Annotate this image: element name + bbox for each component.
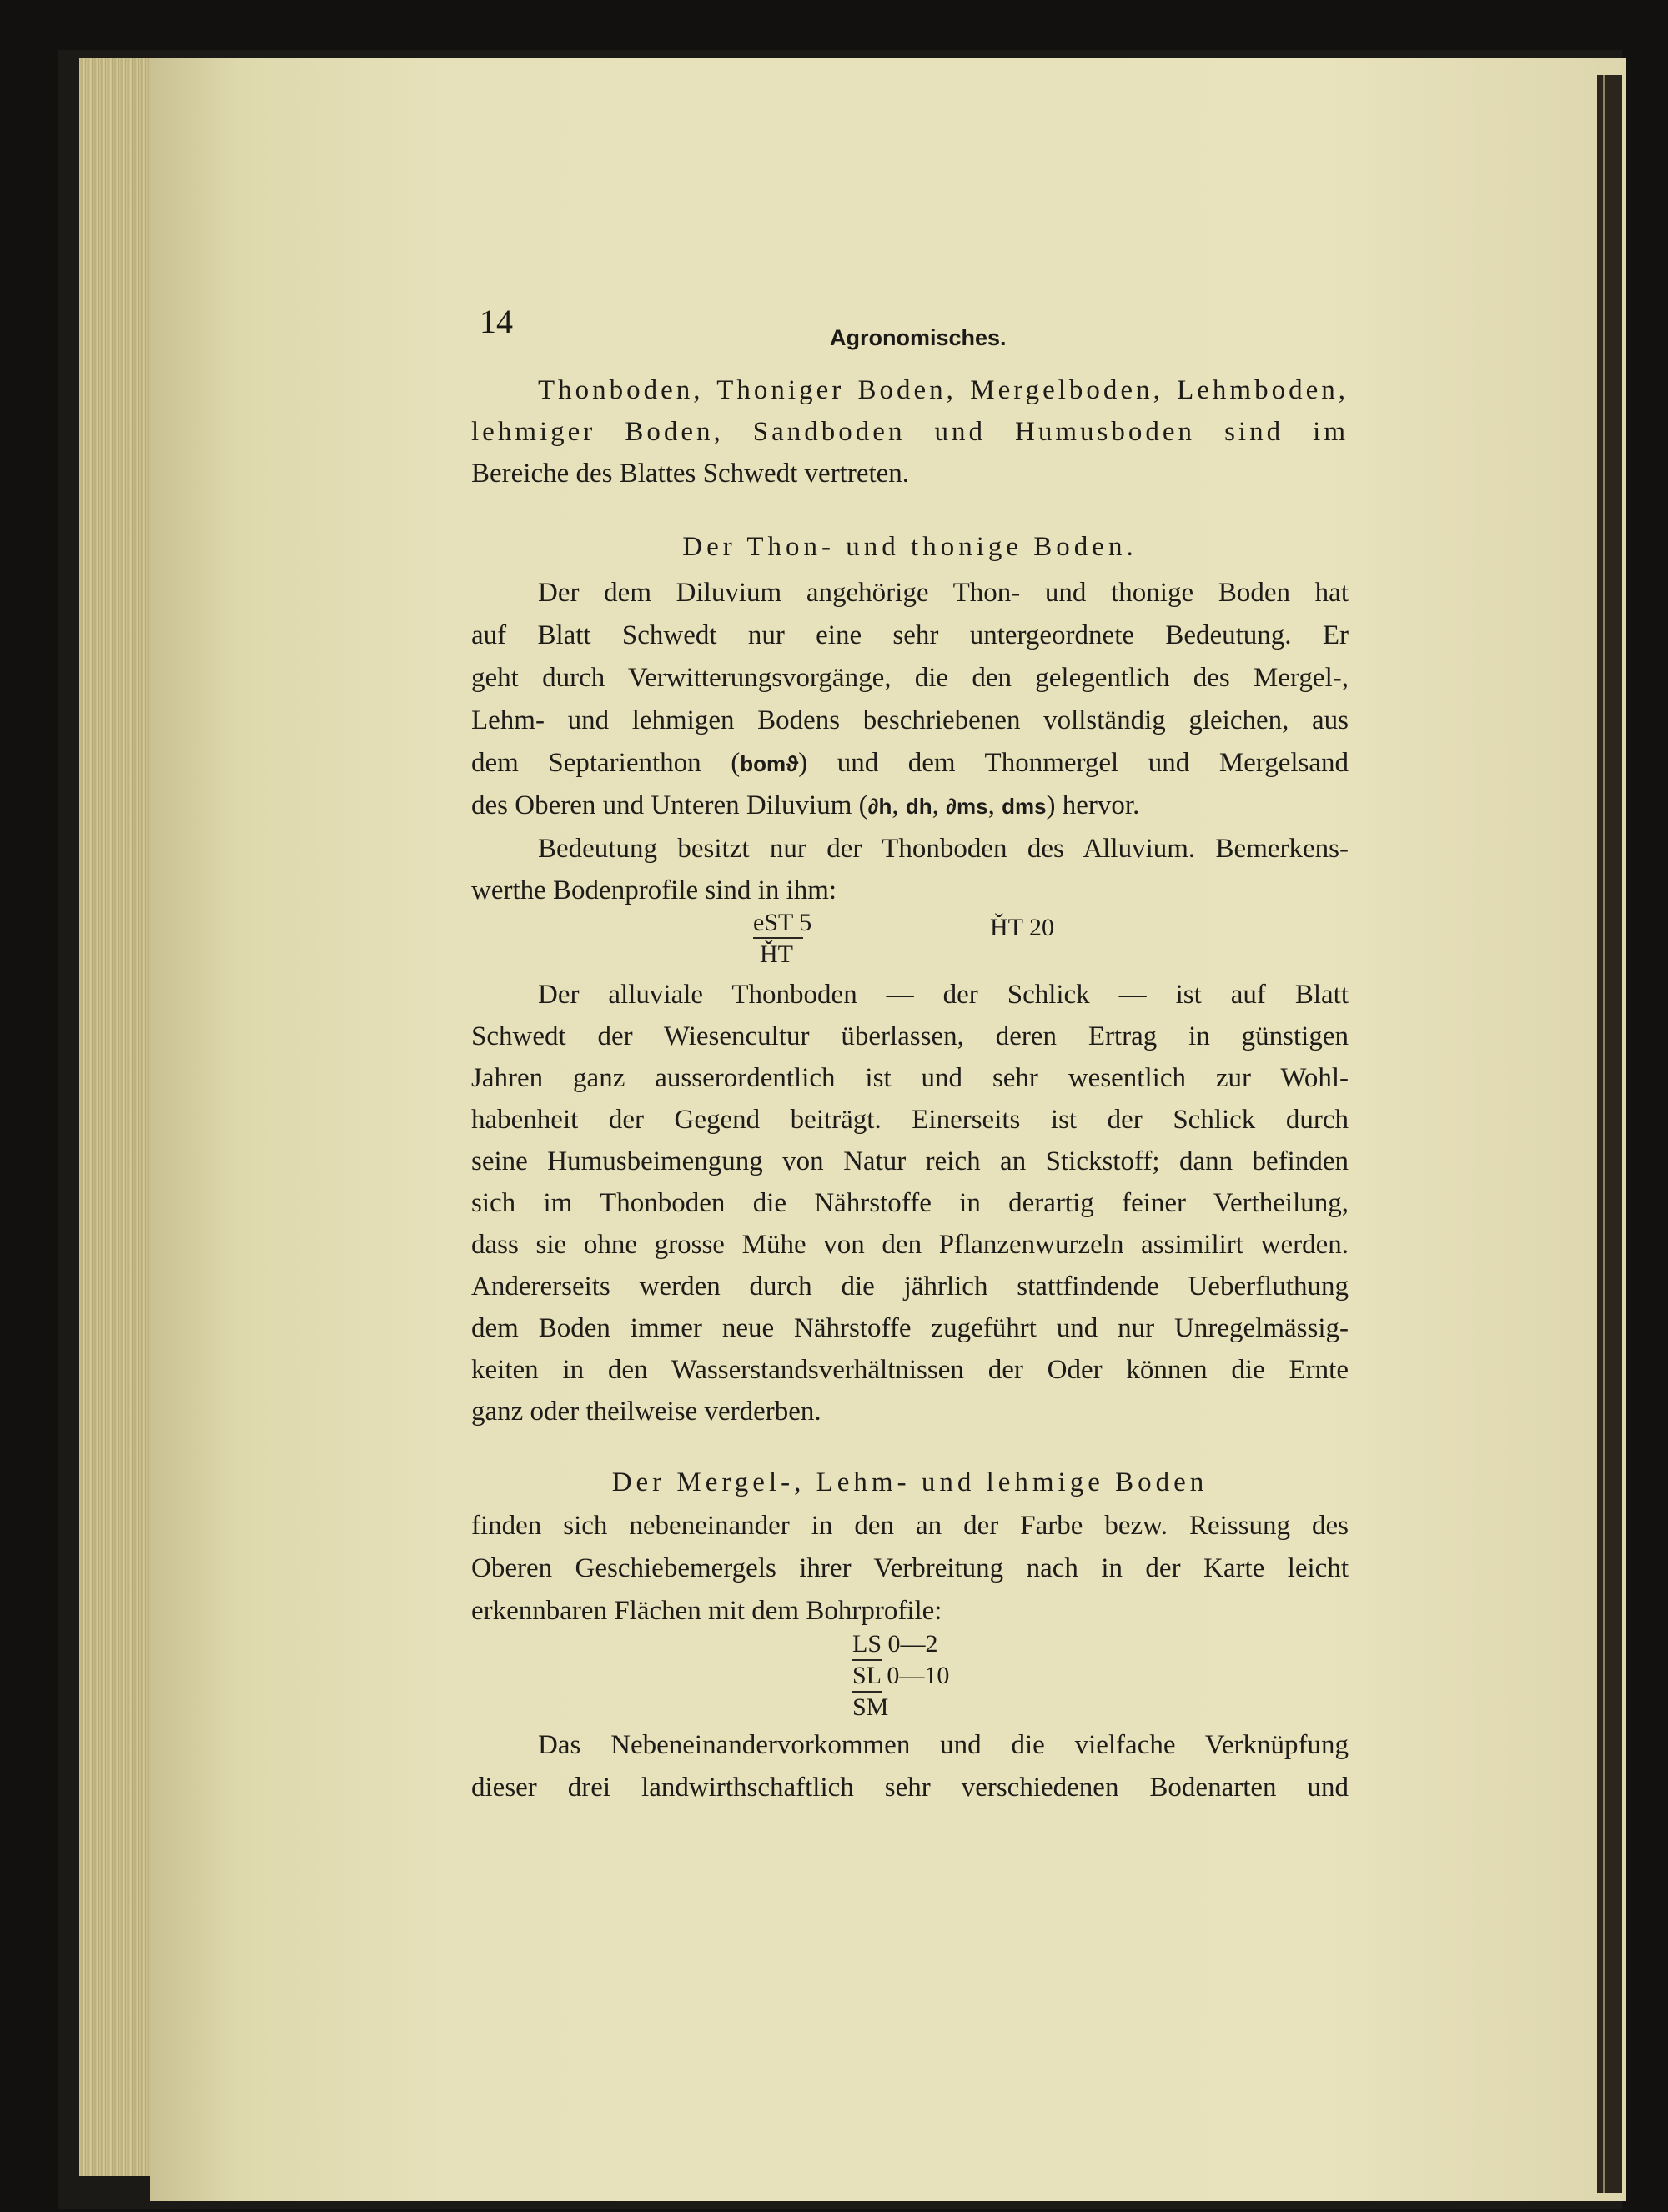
profile-b: ȞT 20	[990, 914, 1054, 941]
gutter-line	[1603, 75, 1605, 2193]
symbol-dh: dh	[905, 794, 932, 819]
intro-line-3: Bereiche des Blattes Schwedt vertreten.	[471, 459, 910, 489]
profile-rule-2	[852, 1691, 882, 1693]
profile-row-3: SM	[852, 1693, 889, 1721]
page-number: 14	[480, 303, 513, 340]
paragraph-line: habenheit der Gegend beiträgt. Einerseits ist der Schlick durch	[471, 1105, 1349, 1135]
paragraph-line: geht durch Verwitterungsvorgänge, die den gelegentlich des Mergel-,	[471, 663, 1349, 693]
paragraph-line: Jahren ganz ausserordentlich ist und sehr wesentlich zur Wohl-	[471, 1063, 1349, 1093]
paragraph-line: des Oberen und Unteren Diluvium (∂h, dh, ∂ms, dms) hervor.	[471, 790, 1140, 820]
facing-page-edge	[1597, 75, 1622, 2193]
paragraph-line: Bedeutung besitzt nur der Thonboden des Alluvium. Bemerkens-	[538, 834, 1349, 864]
profile-a-rule	[753, 937, 803, 939]
paragraph-line: werthe Bodenprofile sind in ihm:	[471, 875, 837, 905]
paragraph-line: Oberen Geschiebemergels ihrer Verbreitung nach in der Karte leicht	[471, 1553, 1349, 1583]
paragraph-line: seine Humusbeimengung von Natur reich an Stickstoff; dann befinden	[471, 1146, 1349, 1176]
paragraph-line: auf Blatt Schwedt nur eine sehr untergeordnete Bedeutung. Er	[471, 620, 1349, 650]
running-title: Agronomisches.	[830, 325, 1007, 350]
paragraph-line: Lehm- und lehmigen Bodens beschriebenen vollständig gleichen, aus	[471, 705, 1349, 735]
section-heading-mergel: Der Mergel-, Lehm- und lehmige Boden	[611, 1467, 1208, 1497]
profile-rule-1	[852, 1659, 882, 1661]
profile-row-2: SL 0—10	[852, 1662, 950, 1689]
paragraph-line: Der dem Diluvium angehörige Thon- und thonige Boden hat	[538, 578, 1349, 608]
symbol-bom: bomϑ	[740, 751, 799, 776]
profile-a-top: eST 5	[753, 909, 812, 936]
paragraph-line: Andererseits werden durch die jährlich stattfindende Ueberfluthung	[471, 1272, 1349, 1302]
symbol-oms: ∂ms	[946, 794, 988, 819]
paragraph-line: ganz oder theilweise verderben.	[471, 1397, 821, 1427]
paragraph-line: Der alluviale Thonboden — der Schlick — ist auf Blatt	[538, 980, 1349, 1010]
intro-line-2: lehmiger Boden, Sandboden und Humusboden sind im	[471, 417, 1349, 447]
paragraph-line: erkennbaren Flächen mit dem Bohrprofile:	[471, 1596, 942, 1626]
paragraph-line: finden sich nebeneinander in den an der Farbe bezw. Reissung des	[471, 1511, 1349, 1541]
paragraph-line: dem Boden immer neue Nährstoffe zugeführt und nur Unregelmässig-	[471, 1313, 1349, 1343]
section-heading-thon: Der Thon- und thonige Boden.	[682, 532, 1138, 562]
symbol-dms: dms	[1002, 794, 1047, 819]
paragraph-line: keiten in den Wasserstandsverhältnissen der Oder können die Ernte	[471, 1355, 1349, 1385]
symbol-oh: ∂h	[867, 794, 892, 819]
intro-line-1: Thonboden, Thoniger Boden, Mergelboden, Lehmboden,	[538, 375, 1349, 405]
paragraph-line: dass sie ohne grosse Mühe von den Pflanzenwurzeln assimilirt werden.	[471, 1230, 1349, 1260]
profile-a-bottom: ȞT	[760, 940, 793, 968]
paragraph-line: sich im Thonboden die Nährstoffe in derartig feiner Vertheilung,	[471, 1188, 1349, 1218]
paragraph-line: Das Nebeneinandervorkommen und die vielfache Verknüpfung	[538, 1730, 1349, 1760]
paragraph-line: dieser drei landwirthschaftlich sehr verschiedenen Bodenarten und	[471, 1773, 1349, 1803]
paragraph-line: Schwedt der Wiesencultur überlassen, deren Ertrag in günstigen	[471, 1021, 1349, 1051]
profile-row-1: LS 0—2	[852, 1630, 938, 1658]
paragraph-line: dem Septarienthon (bomϑ) und dem Thonmergel und Mergelsand	[471, 748, 1349, 778]
